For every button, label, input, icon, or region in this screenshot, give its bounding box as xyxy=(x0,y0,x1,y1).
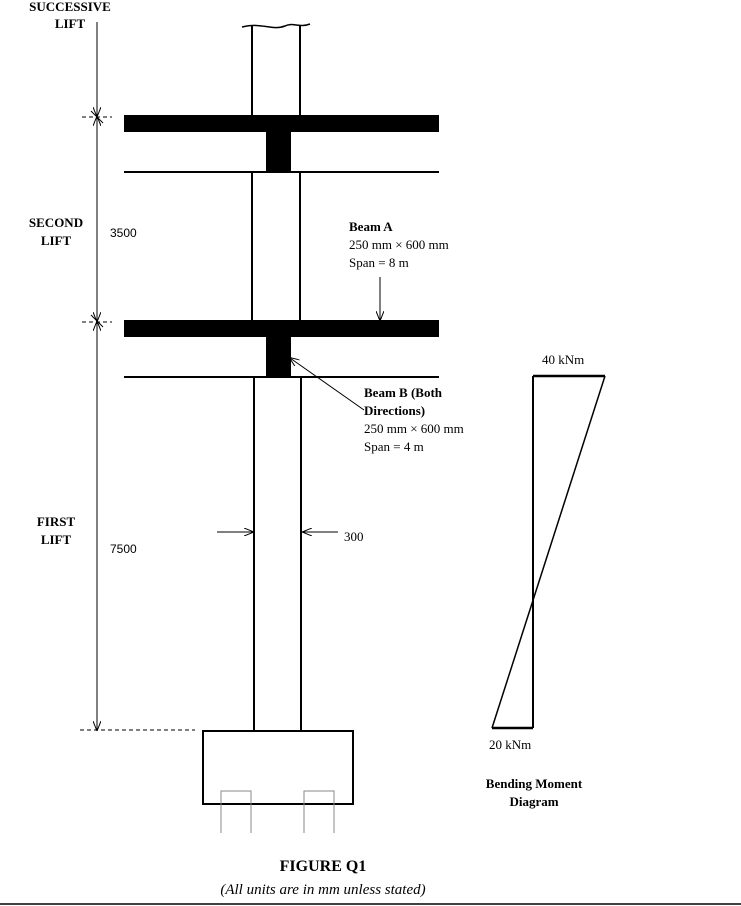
moment-bottom-value: 20 kNm xyxy=(489,737,532,752)
bmd-caption-2: Diagram xyxy=(509,794,559,809)
beam-a-title: Beam A xyxy=(349,219,393,234)
beam-a-span: Span = 8 m xyxy=(349,255,409,270)
figure-note: (All units are in mm unless stated) xyxy=(220,882,426,898)
beam-b-title-1: Beam B (Both xyxy=(364,385,442,400)
second-lift-label-1: SECOND xyxy=(28,215,84,230)
column-width-label: 300 xyxy=(344,529,364,544)
first-lift-dimension: 7500 xyxy=(110,542,137,556)
successive-lift-label-2: LIFT xyxy=(54,16,86,31)
pad-foundation xyxy=(203,731,353,833)
lower-floor-slab xyxy=(124,320,439,377)
first-lift-label-1: FIRST xyxy=(36,514,76,529)
bending-moment-diagram xyxy=(492,376,605,728)
first-lift-label-2: LIFT xyxy=(40,532,72,547)
beam-b-span: Span = 4 m xyxy=(364,439,424,454)
beam-b-title-2: Directions) xyxy=(364,403,426,418)
figure-title: FIGURE Q1 xyxy=(279,858,367,875)
upper-floor-slab xyxy=(124,115,439,172)
successive-lift-label-1: SUCCESSIVE xyxy=(29,0,111,14)
moment-top-value: 40 kNm xyxy=(542,352,585,367)
second-lift-label-2: LIFT xyxy=(40,233,72,248)
beam-b-size: 250 mm × 600 mm xyxy=(364,421,464,436)
bmd-caption-1: Bending Moment xyxy=(485,776,583,791)
second-lift-dimension: 3500 xyxy=(110,226,137,240)
beam-a-size: 250 mm × 600 mm xyxy=(349,237,449,252)
